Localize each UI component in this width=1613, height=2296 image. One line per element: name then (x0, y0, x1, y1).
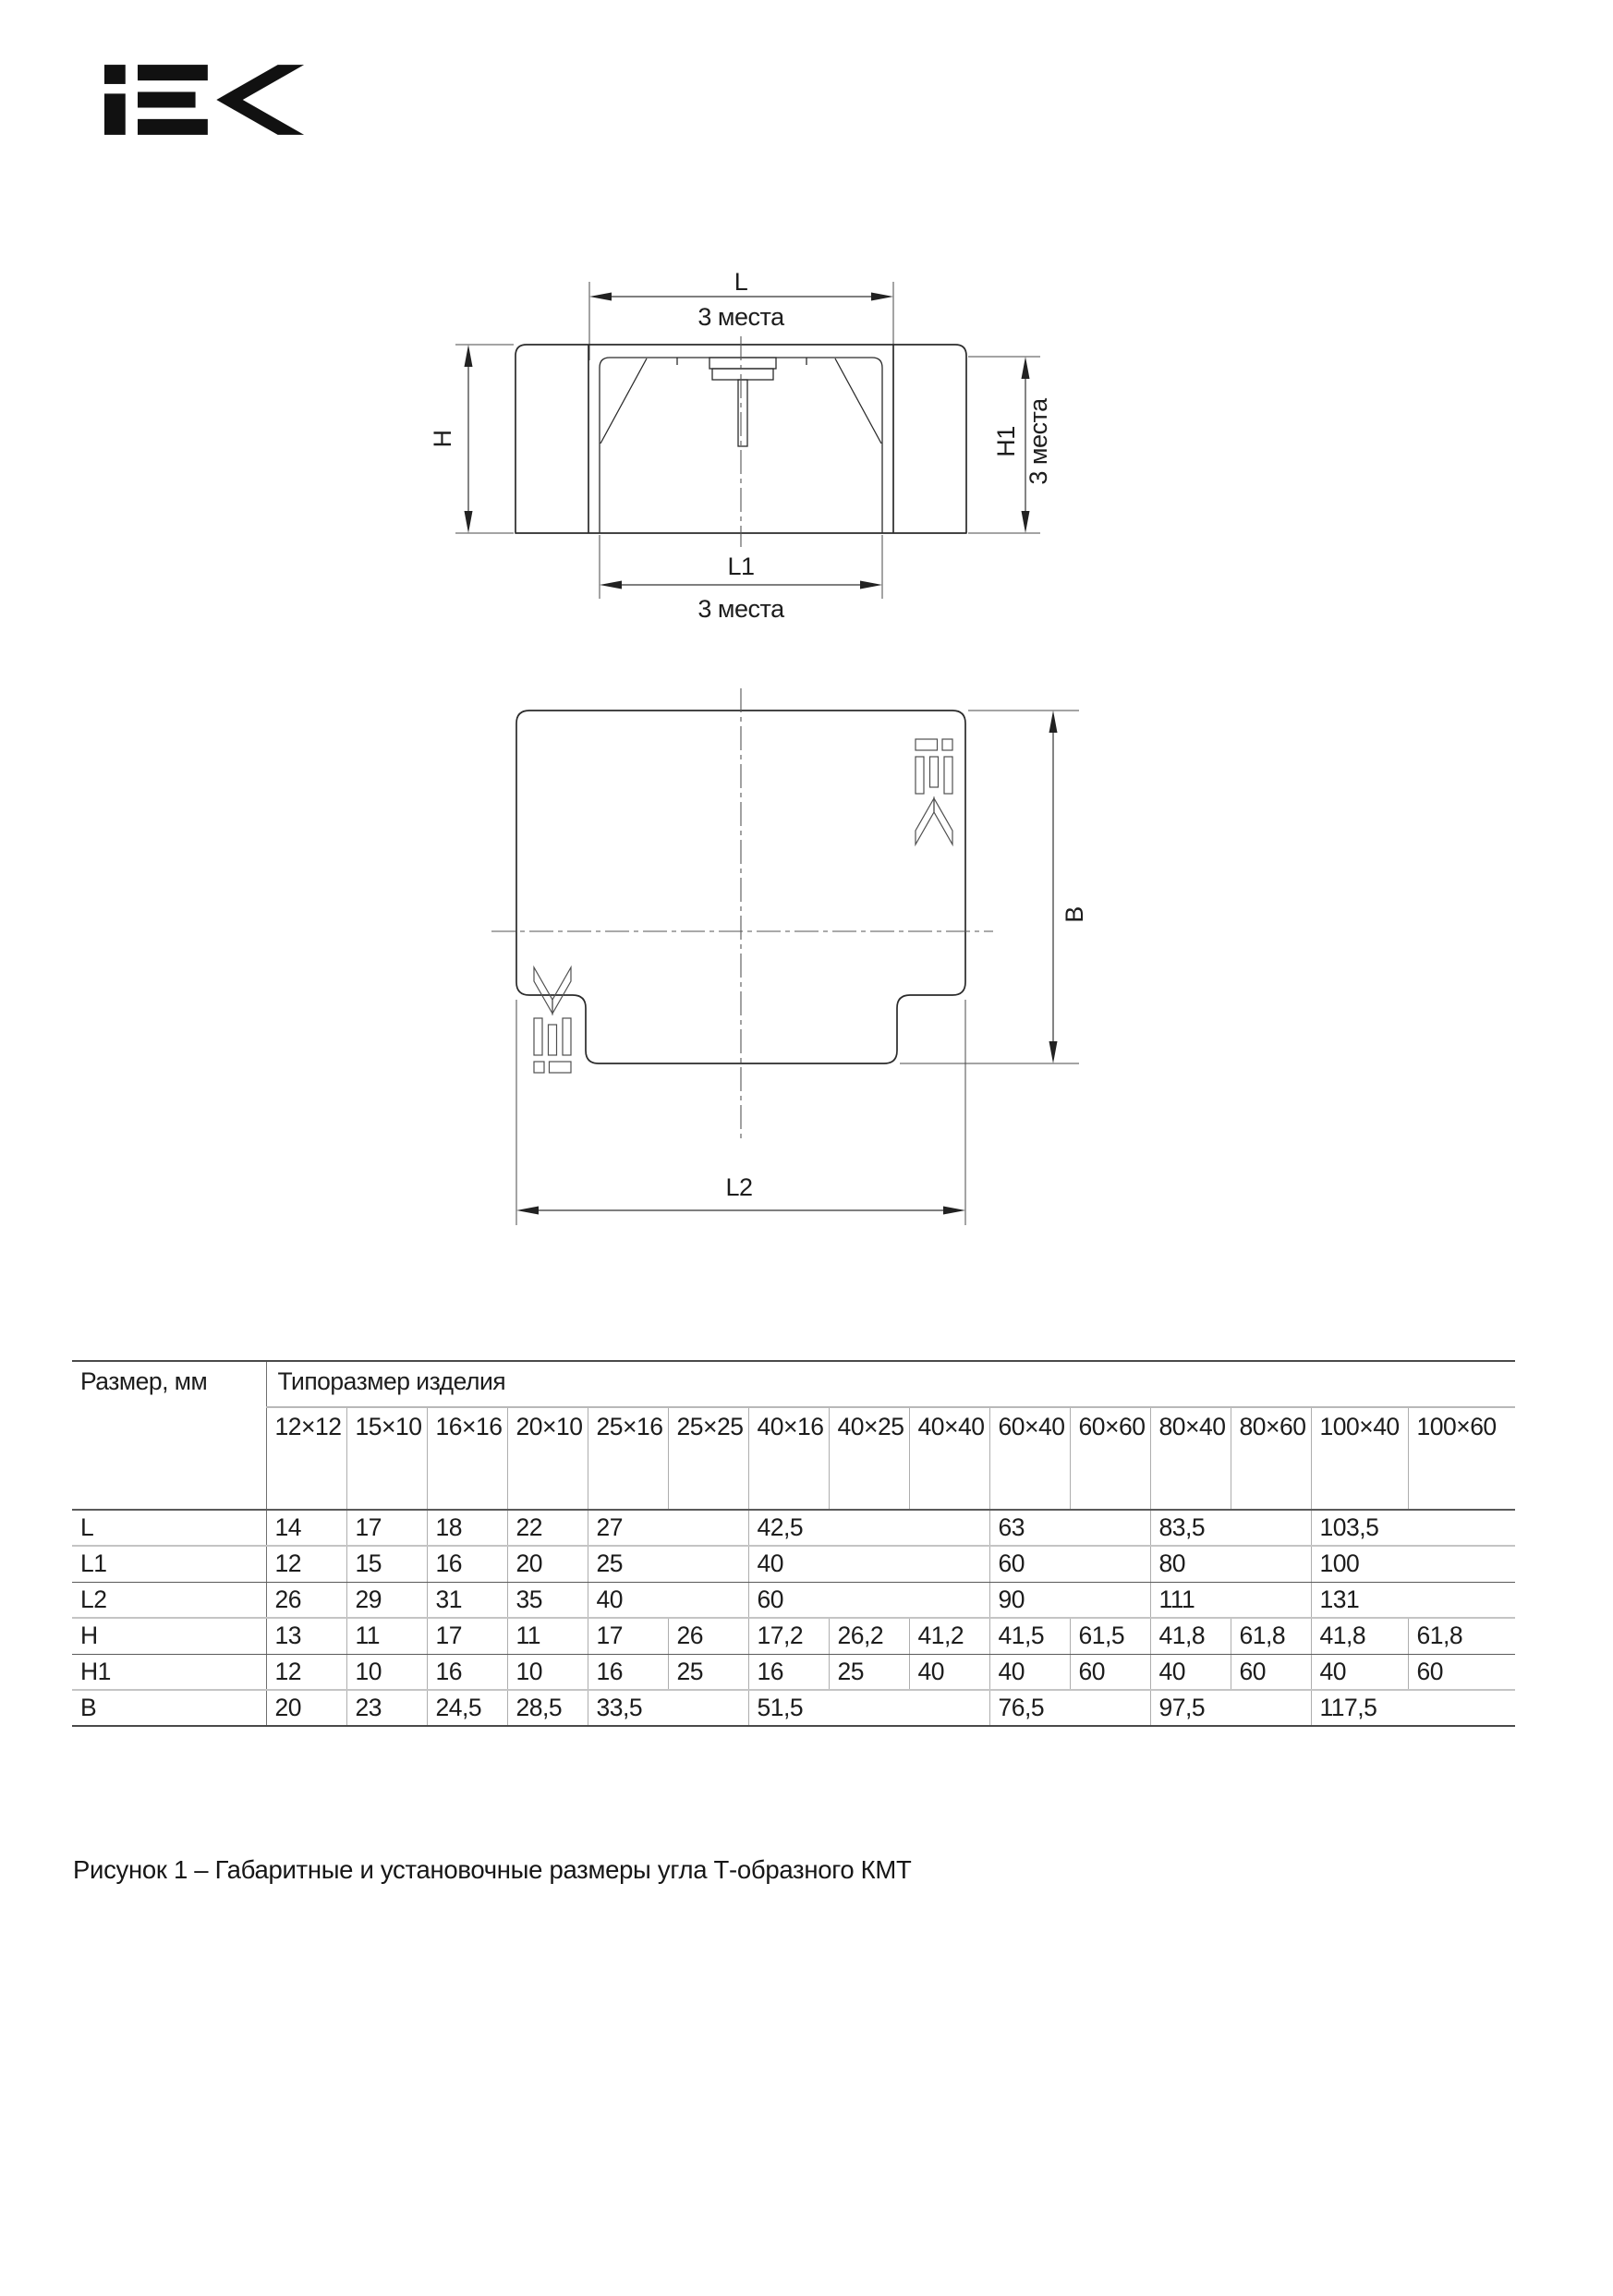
dim-note-l1: 3 места (697, 595, 784, 623)
column-header: 16×16 (427, 1407, 507, 1510)
table-cell: 60 (748, 1582, 989, 1618)
table-cell: 40 (588, 1582, 748, 1618)
table-cell: 41,2 (909, 1618, 989, 1654)
table-cell: 26 (668, 1618, 748, 1654)
column-header: 100×60 (1408, 1407, 1515, 1510)
column-header: 40×16 (748, 1407, 829, 1510)
table-cell: 76,5 (989, 1690, 1150, 1726)
top-view-drawing (491, 688, 1088, 1225)
table-cell: 29 (346, 1582, 427, 1618)
table-cell: 40 (989, 1654, 1070, 1690)
row-label: L1 (72, 1546, 266, 1582)
table-row (72, 1654, 1515, 1690)
table-cell: 22 (507, 1510, 588, 1546)
table-cell: 17 (427, 1618, 507, 1654)
table-cell: 60 (989, 1546, 1150, 1582)
table-row (72, 1582, 1515, 1618)
column-header: 40×25 (829, 1407, 909, 1510)
table-cell: 131 (1311, 1582, 1515, 1618)
table-cell: 42,5 (748, 1510, 989, 1546)
table-cell: 11 (346, 1618, 427, 1654)
table-cell: 100 (1311, 1546, 1515, 1582)
table-cell: 60 (1070, 1654, 1150, 1690)
dim-label-b: B (1061, 906, 1088, 923)
row-label: B (72, 1690, 266, 1726)
table-row (72, 1510, 1515, 1546)
dimensions-table (72, 1360, 1515, 1727)
table-cell: 33,5 (588, 1690, 748, 1726)
table-cell: 111 (1150, 1582, 1311, 1618)
table-cell: 35 (507, 1582, 588, 1618)
table-cell: 90 (989, 1582, 1150, 1618)
table-row (72, 1618, 1515, 1654)
table-cell: 63 (989, 1510, 1150, 1546)
table-cell: 41,5 (989, 1618, 1070, 1654)
column-header: 100×40 (1311, 1407, 1408, 1510)
table-cell: 41,8 (1311, 1618, 1408, 1654)
table-cell: 25 (829, 1654, 909, 1690)
row-label: L2 (72, 1582, 266, 1618)
iek-engraving-bottom-left (534, 967, 571, 1073)
figure-caption: Рисунок 1 – Габаритные и установочные размеры угла Т-образного КМТ (73, 1855, 912, 1884)
table-cell: 41,8 (1150, 1618, 1231, 1654)
table-cell: 16 (427, 1654, 507, 1690)
dim-note-h1: 3 места (1025, 398, 1052, 485)
dim-label-l: L (734, 268, 748, 296)
table-cell: 60 (1408, 1654, 1515, 1690)
table-cell: 16 (748, 1654, 829, 1690)
table-cell: 11 (507, 1618, 588, 1654)
table-cell: 40 (1311, 1654, 1408, 1690)
table-cell: 23 (346, 1690, 427, 1726)
table-cell: 13 (266, 1618, 346, 1654)
column-header: 15×10 (346, 1407, 427, 1510)
table-corner-header: Размер, мм (72, 1361, 266, 1510)
dim-label-h1: H1 (992, 426, 1020, 457)
table-row (72, 1690, 1515, 1726)
table-cell: 103,5 (1311, 1510, 1515, 1546)
iek-engraving-top-right (916, 739, 952, 844)
table-cell: 28,5 (507, 1690, 588, 1726)
front-view-drawing (429, 268, 1052, 623)
table-cell: 60 (1231, 1654, 1311, 1690)
dim-label-h: H (429, 430, 456, 448)
table-cell: 61,8 (1231, 1618, 1311, 1654)
table-cell: 61,8 (1408, 1618, 1515, 1654)
table-cell: 26,2 (829, 1618, 909, 1654)
column-header: 80×60 (1231, 1407, 1311, 1510)
row-label: H1 (72, 1654, 266, 1690)
table-cell: 16 (588, 1654, 668, 1690)
table-row (72, 1546, 1515, 1582)
table-cell: 25 (668, 1654, 748, 1690)
column-header: 25×16 (588, 1407, 668, 1510)
table-cell: 61,5 (1070, 1618, 1150, 1654)
table-cell: 27 (588, 1510, 748, 1546)
table-cell: 20 (266, 1690, 346, 1726)
table-cell: 12 (266, 1654, 346, 1690)
table-cell: 14 (266, 1510, 346, 1546)
table-cell: 25 (588, 1546, 748, 1582)
table-cell: 117,5 (1319, 1694, 1377, 1721)
table-cell: 31 (427, 1582, 507, 1618)
table-cell: 80 (1150, 1546, 1311, 1582)
table-cell: 24,5 (427, 1690, 507, 1726)
table-columns-row (72, 1407, 1515, 1510)
table-cell: 40 (909, 1654, 989, 1690)
table-cell: 16 (427, 1546, 507, 1582)
table-cell: 10 (507, 1654, 588, 1690)
table-cell: 40 (748, 1546, 989, 1582)
table-group-header-row (72, 1361, 1515, 1407)
column-header: 80×40 (1150, 1407, 1231, 1510)
table-cell: 10 (346, 1654, 427, 1690)
dim-note-l: 3 места (697, 303, 784, 331)
table-cell: 20 (507, 1546, 588, 1582)
table-cell: 17 (346, 1510, 427, 1546)
column-header: 60×60 (1070, 1407, 1150, 1510)
column-header: 12×12 (266, 1407, 346, 1510)
column-header: 20×10 (507, 1407, 588, 1510)
table-cell: 40 (1150, 1654, 1231, 1690)
table-cell: 97,5 (1150, 1690, 1311, 1726)
table-cell: 17,2 (748, 1618, 829, 1654)
table-cell: 12 (266, 1546, 346, 1582)
table-cell: 26 (266, 1582, 346, 1618)
column-header: 60×40 (989, 1407, 1070, 1510)
table-cell: 83,5 (1150, 1510, 1311, 1546)
table-cell: 17 (588, 1618, 668, 1654)
table-group-header: Типоразмер изделия (266, 1361, 1515, 1407)
column-header: 40×40 (909, 1407, 989, 1510)
dim-label-l2: L2 (725, 1173, 753, 1201)
table-cell: 18 (427, 1510, 507, 1546)
table-cell: 15 (346, 1546, 427, 1582)
table-cell: 51,5 (748, 1690, 989, 1726)
row-label: H (72, 1618, 266, 1654)
dim-label-l1: L1 (727, 553, 755, 580)
column-header: 25×25 (668, 1407, 748, 1510)
row-label: L (72, 1510, 266, 1546)
